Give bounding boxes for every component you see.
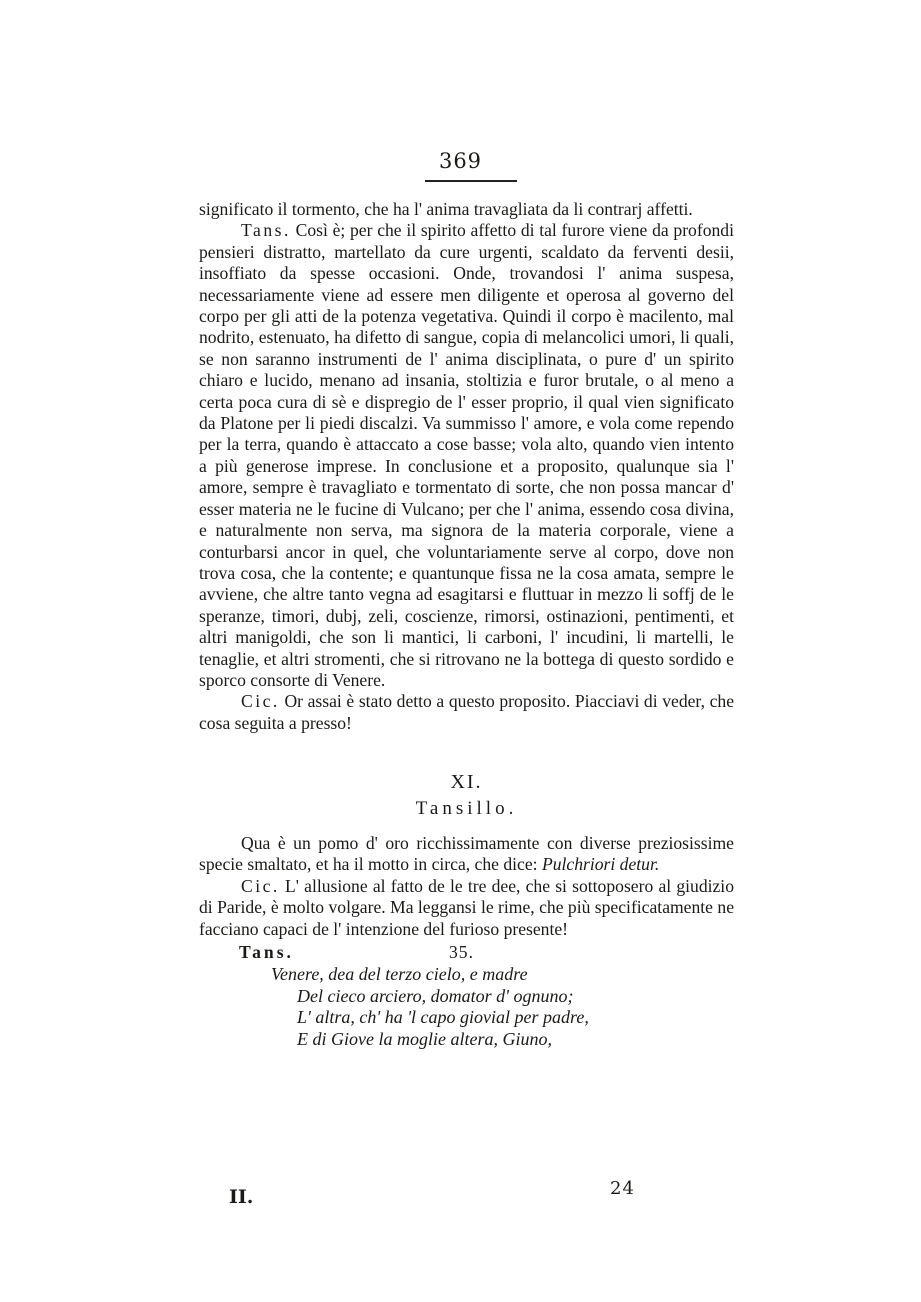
- speaker-cic: Cic.: [241, 875, 280, 896]
- page-body: [199, 199, 734, 1050]
- paragraph-cicada: [199, 691, 734, 734]
- sonnet-heading: [199, 942, 734, 964]
- speaker-tans: Tans.: [239, 942, 294, 962]
- header-rule: [425, 180, 517, 182]
- paragraph-intro: [199, 833, 734, 876]
- gathering-number: 24: [610, 1178, 635, 1199]
- page-number: 369: [438, 149, 483, 173]
- sonnet-number: 35.: [449, 942, 474, 962]
- verse-line: Venere, dea del terzo cielo, e madre: [271, 964, 528, 984]
- paragraph-text: L' allusione al fatto de le tre dee, che si sottoposero al giudizio di Paride, è molto volgare. Ma leggansi le rime, che più specificatamente ne facciano capaci de l' intenzione del furioso presente!: [199, 875, 734, 939]
- sonnet-verse: [199, 964, 734, 1050]
- paragraph-cic-allusion: [199, 876, 734, 940]
- paragraph-tansillo: [199, 220, 734, 691]
- verse-line: L' altra, ch' ha 'l capo giovial per padre,: [297, 1007, 589, 1027]
- verse-line: Del cieco arciero, domator d' ognuno;: [297, 985, 574, 1006]
- speaker-tans: Tans.: [241, 220, 291, 241]
- speaker-cic: Cic.: [241, 691, 280, 712]
- section-number: XI.: [450, 771, 483, 794]
- intro-text: Qua è un pomo d' oro ricchissimamente con diverse preziosissime specie smaltato, et ha il motto in circa, che dice:: [199, 832, 734, 875]
- motto: Pulchriori detur.: [541, 854, 660, 875]
- paragraph-continuation: significato il tormento, che ha l' anima travagliata da li contrarj affetti.: [199, 199, 693, 219]
- signature-mark: II.: [229, 1186, 254, 1208]
- paragraph-text: Or assai è stato detto a questo proposito. Piacciavi di veder, che cosa seguita a presso!: [199, 691, 734, 733]
- paragraph-text: Così è; per che il spirito affetto di tal furore viene da profondi pensieri distratto, martellato da cure urgenti, scaldato da ferventi desii, insoffiato da spesse occasioni. Onde, trovandosi l' anima suspesa, necessariamente viene ad essere men diligente et operosa al governo del corpo per gli atti de la potenza vegetativa. Quindi il corpo è macilento, mal nodrito, estenuato, ha difetto di sangue, copia di melancolici umori, li quali, se non saranno instrumenti de l' anima disciplinata, o pure d' un spirito chiaro e lucido, menano ad insania, stoltizia e furor brutale, o al meno a certa poca cura di sè e dispregio de l' esser proprio, il qual vien significato da Platone per li piedi discalzi. Va summisso l' amore, e vola come rependo per la terra, quando è attaccato a cose basse; vola alto, quando vien intento a più generose imprese. In conclusione et a proposito, qualunque sia l' amore, sempre è travagliato e tormentato di sorte, che non possa mancar d' esser materia ne le fucine di Vulcano; per che l' anima, essendo cosa divina, e naturalmente non serva, ma signora de la materia corporale, viene a conturbarsi ancor in quel, che voluntariamente serve al corpo, dove non trova cosa, che la contente; e quantunque fissa ne la cosa amata, sempre le avviene, che altre tanto vegna ad esagitarsi e fluttuar in mezzo li soffj de le speranze, timori, dubj, zeli, coscienze, rimorsi, ostinazioni, pentimenti, et altri manigoldi, che son li mantici, li carboni, l' incudini, li martelli, le tenaglie, et altri stromenti, che si ritrovano ne la bottega di questo sordido e sporco consorte di Venere.: [199, 220, 734, 690]
- section-speaker-heading: Tansillo.: [415, 797, 518, 819]
- verse-line: E di Giove la moglie altera, Giuno,: [297, 1028, 552, 1049]
